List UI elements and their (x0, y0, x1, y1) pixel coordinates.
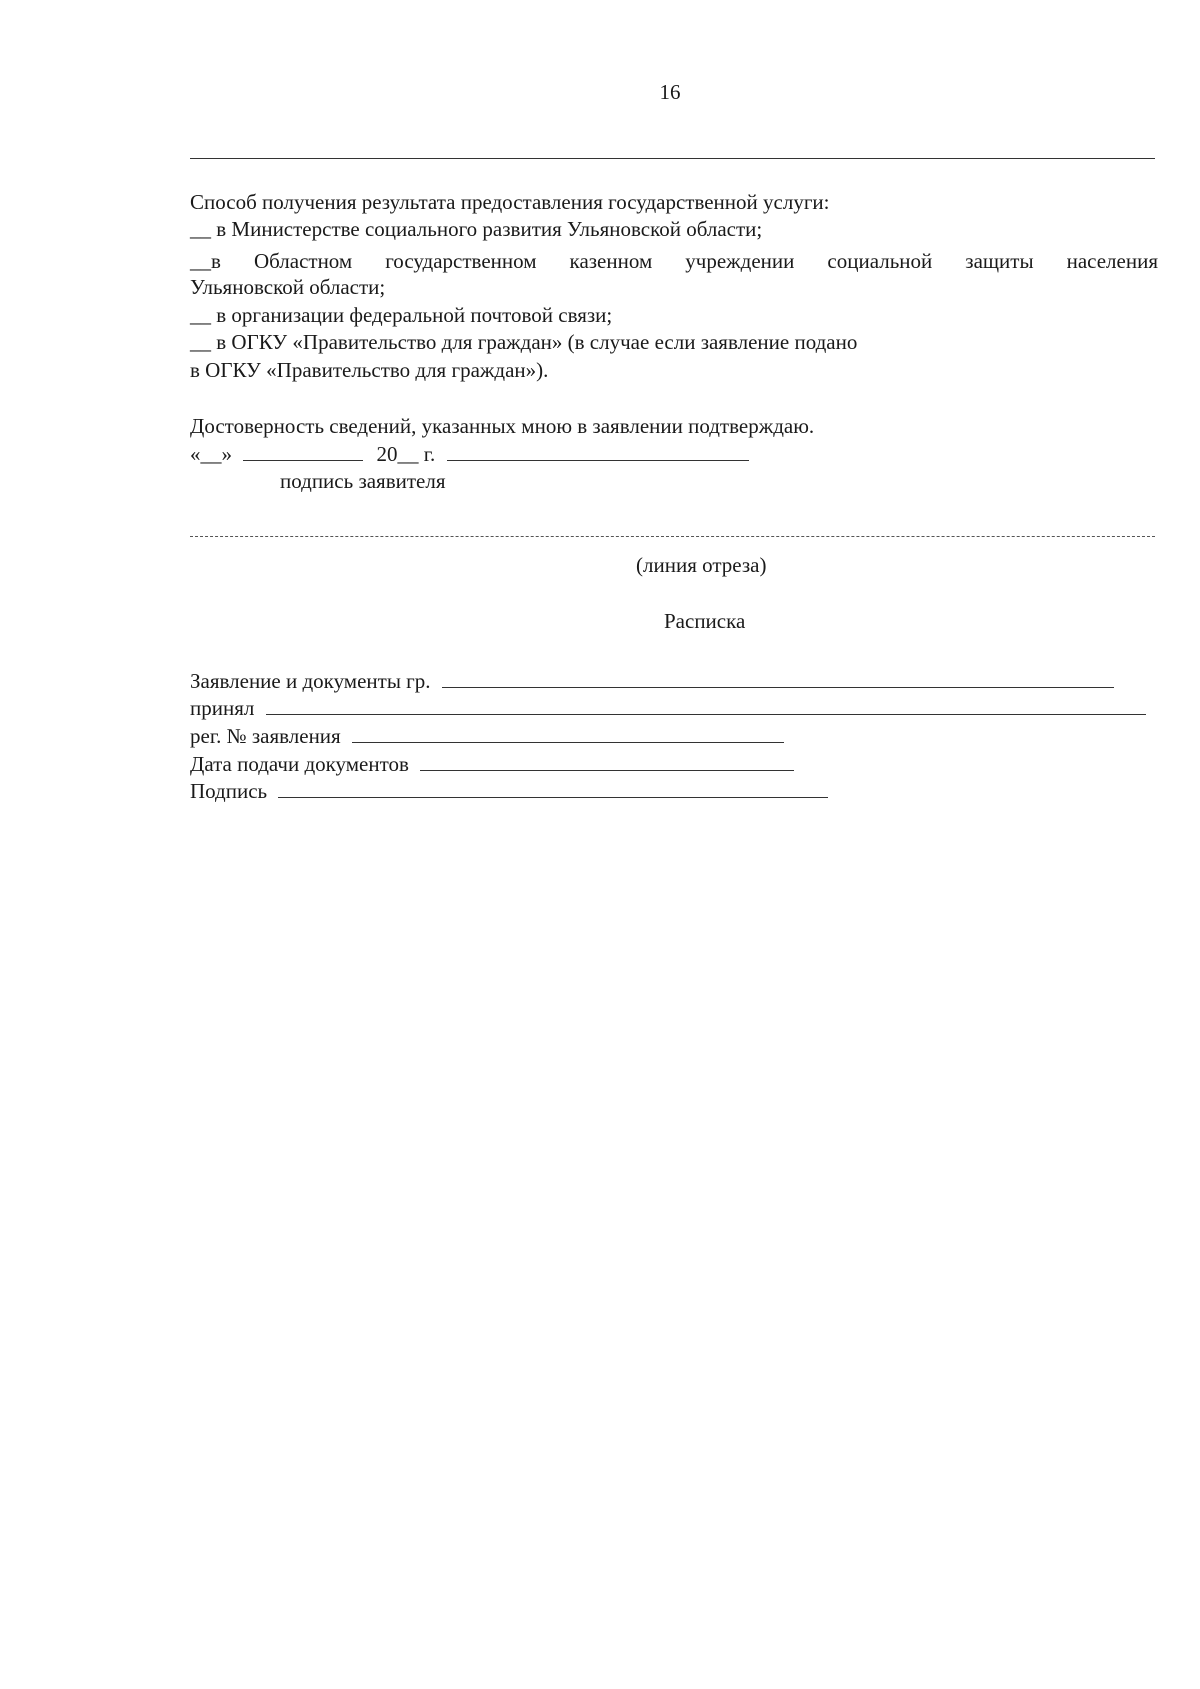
receipt-date-blank[interactable] (420, 750, 794, 771)
receipt-label-reg-number: рег. № заявления (190, 724, 341, 748)
receipt-row-date (190, 750, 794, 778)
receipt-row-reg-number (190, 722, 784, 750)
method-heading: Способ получения результата предоставления государственной услуги: (190, 190, 830, 214)
receipt-label-documents: Заявление и документы гр. (190, 669, 431, 693)
receipt-documents-blank[interactable] (442, 667, 1114, 688)
signature-caption: подпись заявителя (280, 469, 446, 493)
method-option-ogku-line1: __в Областном государственном казенном учреждении социальной защиты населения (190, 249, 1158, 273)
signature-blank[interactable] (447, 440, 749, 461)
method-option-pdg-line1: __ в ОГКУ «Правительство для граждан» (в случае если заявление подано (190, 330, 858, 354)
receipt-title: Расписка (664, 609, 746, 633)
header-rule (190, 158, 1155, 159)
date-month-blank[interactable] (243, 440, 363, 461)
date-day: «__» (190, 442, 232, 466)
date-year: 20__ г. (376, 442, 436, 466)
receipt-accepted-blank[interactable] (266, 694, 1146, 715)
receipt-row-documents (190, 667, 1114, 695)
cut-line-label: (линия отреза) (636, 553, 767, 577)
method-option-ministry: __ в Министерстве социального развития Ульяновской области; (190, 217, 763, 241)
receipt-row-signature (190, 777, 828, 805)
receipt-label-signature: Подпись (190, 779, 268, 803)
confirmation-text: Достоверность сведений, указанных мною в заявлении подтверждаю. (190, 414, 815, 438)
method-option-pdg-line2: в ОГКУ «Правительство для граждан»). (190, 358, 549, 382)
cut-line (190, 536, 1155, 537)
receipt-label-accepted: принял (190, 696, 255, 720)
method-option-post: __ в организации федеральной почтовой связи; (190, 303, 613, 327)
confirmation-date-row (190, 440, 749, 468)
receipt-reg-number-blank[interactable] (352, 722, 784, 743)
receipt-signature-blank[interactable] (278, 777, 828, 798)
page-number: 16 (659, 80, 681, 104)
method-option-ogku-line2: Ульяновской области; (190, 275, 386, 299)
receipt-row-accepted (190, 694, 1146, 722)
receipt-label-date: Дата подачи документов (190, 752, 409, 776)
